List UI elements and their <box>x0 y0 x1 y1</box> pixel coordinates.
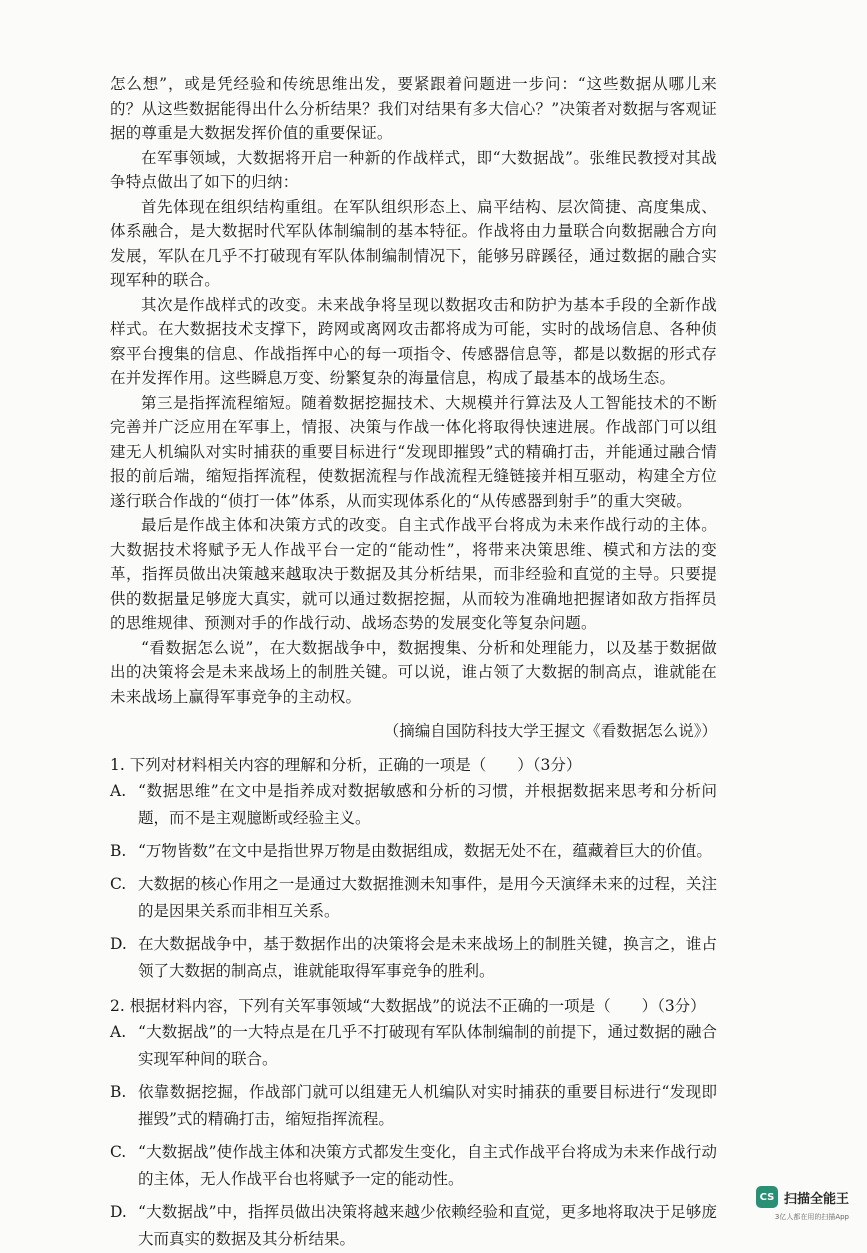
scanner-watermark <box>756 1186 849 1208</box>
option-text: 在大数据战争中，基于数据作出的决策将会是未来战场上的制胜关键，换言之，谁占领了大数据的制高点，谁就能取得军事竞争的胜利。 <box>138 934 717 980</box>
watermark-app-name: 扫描全能王 <box>783 1191 849 1207</box>
watermark-tagline: 3亿人都在用的扫描App <box>774 1213 849 1221</box>
question-stem: 1. 下列对材料相关内容的理解和分析，正确的一项是（ ）（3分） <box>110 755 582 774</box>
article-paragraph-3: 首先体现在组织结构重组。在军队组织形态上、扁平结构、层次简捷、高度集成、体系融合，是大数据时代军队体制编制的基本特征。作战将由力量联合向数据融合方向发展，军队在几乎不打破现有军队体制编制情况下，能够另辟蹊径，通过数据的融合实现军种的联合。 <box>110 197 717 289</box>
article-paragraph-2: 在军事领域，大数据将开启一种新的作战样式，即“大数据战”。张维民教授对其战争特点做出了如下的归纳： <box>110 148 717 191</box>
option-b <box>110 1079 717 1133</box>
option-c <box>110 1139 717 1193</box>
question-1 <box>110 752 717 985</box>
option-a <box>110 778 717 832</box>
article-source: （摘编自国防科技大学王握文《看数据怎么说》） <box>383 722 717 740</box>
option-d <box>110 931 717 985</box>
question-2 <box>110 993 717 1253</box>
option-letter: A. <box>110 781 127 800</box>
option-d <box>110 1199 717 1253</box>
option-letter: C. <box>110 1142 127 1161</box>
option-a <box>110 1019 717 1073</box>
option-letter: A. <box>110 1022 127 1041</box>
option-letter: B. <box>110 841 127 860</box>
camscanner-logo-icon: CS <box>756 1186 778 1208</box>
article-paragraph-6: 最后是作战主体和决策方式的改变。自主式作战平台将成为未来作战行动的主体。大数据技术将赋予无人作战平台一定的“能动性”，将带来决策思维、模式和方法的变革，指挥员做出决策越来越取决于数据及其分析结果，而非经验和直觉的主导。只要提供的数据量足够庞大真实，就可以通过数据挖掘，从而较为准确地把握诸如敌方指挥员的思维规律、预测对手的作战行动、战场态势的发展变化等复杂问题。 <box>110 516 717 632</box>
article-paragraph-7: “看数据怎么说”，在大数据战争中，数据搜集、分析和处理能力，以及基于数据做出的决策将会是未来战场上的制胜关键。可以说，谁占领了大数据的制高点，谁就能在未来战场上赢得军事竞争的主动权。 <box>110 638 717 706</box>
option-text: 大数据的核心作用之一是通过大数据推测未知事件，是用今天演绎未来的过程，关注的是因果关系而非相互关系。 <box>138 874 717 920</box>
question-stem: 2. 根据材料内容，下列有关军事领域“大数据战”的说法不正确的一项是（ ）（3分） <box>110 996 706 1015</box>
article-paragraph-1: 怎么想”，或是凭经验和传统思维出发，要紧跟着问题进一步问：“这些数据从哪儿来的？从这些数据能得出什么分析结果？我们对结果有多大信心？”决策者对数据与客观证据的尊重是大数据发挥价值的重要保证。 <box>110 75 717 142</box>
option-text: 依靠数据挖掘，作战部门就可以组建无人机编队对实时捕获的重要目标进行“发现即摧毁”式的精确打击，缩短指挥流程。 <box>138 1082 717 1128</box>
option-text: “数据思维”在文中是指养成对数据敏感和分析的习惯，并根据数据来思考和分析问题，而不是主观臆断或经验主义。 <box>138 781 717 827</box>
option-text: “大数据战”使作战主体和决策方式都发生变化，自主式作战平台将成为未来作战行动的主体，无人作战平台也将赋予一定的能动性。 <box>138 1142 717 1188</box>
option-b <box>110 838 717 865</box>
article-paragraph-4: 其次是作战样式的改变。未来战争将呈现以数据攻击和防护为基本手段的全新作战样式。在大数据技术支撑下，跨网或离网攻击都将成为可能，实时的战场信息、各种侦察平台搜集的信息、作战指挥中心的每一项指令、传感器信息等，都是以数据的形式存在并发挥作用。这些瞬息万变、纷繁复杂的海量信息，构成了最基本的战场生态。 <box>110 295 717 387</box>
option-text: “万物皆数”在文中是指世界万物是由数据组成，数据无处不在，蕴藏着巨大的价值。 <box>138 841 712 860</box>
option-letter: C. <box>110 874 127 893</box>
option-letter: D. <box>110 934 127 953</box>
option-c <box>110 871 717 925</box>
option-text: “大数据战”的一大特点是在几乎不打破现有军队体制编制的前提下，通过数据的融合实现军种间的联合。 <box>138 1022 717 1068</box>
option-letter: D. <box>110 1202 127 1221</box>
option-text: “大数据战”中，指挥员做出决策将越来越少依赖经验和直觉，更多地将取决于足够庞大而真实的数据及其分析结果。 <box>138 1202 717 1248</box>
article-paragraph-5: 第三是指挥流程缩短。随着数据挖掘技术、大规模并行算法及人工智能技术的不断完善并广泛应用在军事上，情报、决策与作战一体化将取得快速进展。作战部门可以组建无人机编队对实时捕获的重要目标进行“发现即摧毁”式的精确打击，并能通过融合情报的前后端，缩短指挥流程，使数据流程与作战流程无缝链接并相互驱动，构建全方位遂行联合作战的“侦打一体”体系，从而实现体系化的“从传感器到射手”的重大突破。 <box>110 393 717 510</box>
option-letter: B. <box>110 1082 127 1101</box>
